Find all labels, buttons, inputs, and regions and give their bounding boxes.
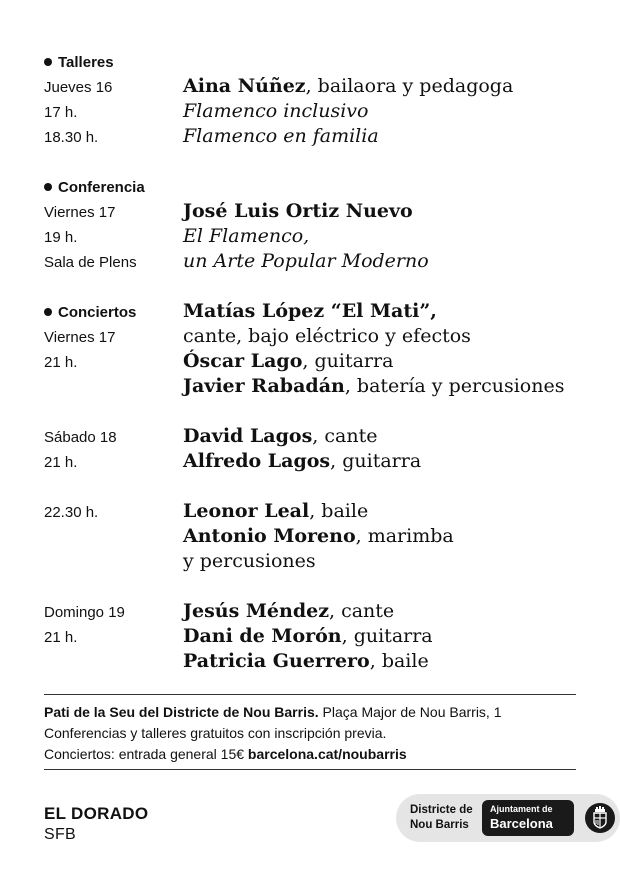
conciertos-day1-time: 21 h.: [44, 354, 78, 371]
conferencia-date: Viernes 17: [44, 204, 116, 221]
day2-artist-1: David Lagos: [183, 425, 313, 447]
day2-artist-4-role-2: y percusiones: [183, 550, 316, 572]
conciertos-day2b-right: [183, 499, 454, 574]
conciertos-day1-date: Viernes 17: [44, 329, 116, 346]
talleres-role: , bailaora y pedagoga: [305, 75, 514, 97]
day3-artist-3: Patricia Guerrero: [183, 650, 370, 672]
conciertos-day3-date: Domingo 19: [44, 604, 125, 621]
brand-sub: SFB: [44, 826, 77, 843]
district-label: [410, 803, 473, 833]
ajuntament-line-1: Ajuntament de: [490, 804, 553, 814]
conciertos-day2-right: [183, 424, 421, 474]
day1-artist-2: Óscar Lago: [183, 350, 303, 372]
day2-artist-3: Leonor Leal: [183, 500, 310, 522]
conciertos-day3-right: [183, 599, 433, 674]
day2-artist-3-role: , baile: [309, 500, 369, 522]
footer-line-3: Conciertos: entrada general 15€: [44, 746, 248, 762]
talleres-title-2: Flamenco en familia: [183, 125, 379, 147]
footer-line-2: Conferencias y talleres gratuitos con inscripción previa.: [44, 725, 387, 741]
day3-artist-3-role: , baile: [369, 650, 429, 672]
day1-artist-2-role: , guitarra: [302, 350, 394, 372]
talleres-left: [44, 50, 114, 150]
conciertos-day2-time-1: 21 h.: [44, 454, 78, 471]
talleres-date: Jueves 16: [44, 79, 113, 96]
conferencia-place: Sala de Plens: [44, 254, 137, 271]
barcelona-seal-icon: [584, 802, 616, 834]
day3-artist-2-role: , guitarra: [341, 625, 433, 647]
conferencia-time: 19 h.: [44, 229, 78, 246]
day2-artist-2-role: , guitarra: [330, 450, 422, 472]
day1-artist-1: Matías López “El Mati”,: [183, 300, 437, 322]
day3-artist-1: Jesús Méndez: [183, 600, 329, 622]
conferencia-title-1: El Flamenco,: [183, 225, 310, 247]
day1-artist-3-role: , batería y percusiones: [344, 375, 565, 397]
ajuntament-logo: [396, 794, 620, 842]
talleres-artist-line: [183, 74, 513, 99]
ajuntament-line-2: Barcelona: [490, 816, 553, 831]
day3-artist-1-role: , cante: [329, 600, 395, 622]
talleres-title-1: Flamenco inclusivo: [183, 100, 369, 122]
day2-artist-2: Alfredo Lagos: [183, 450, 331, 472]
brand-name: EL DORADO: [44, 804, 149, 823]
talleres-time-2: 18.30 h.: [44, 129, 99, 146]
day1-artist-1-role: cante, bajo eléctrico y efectos: [183, 325, 471, 347]
conciertos-day2b-left: [44, 500, 98, 525]
day2-artist-4-role: , marimba: [355, 525, 454, 547]
district-line-2: Nou Barris: [410, 819, 469, 831]
talleres-artist: Aina Núñez: [183, 75, 306, 97]
footer-address: Plaça Major de Nou Barris, 1: [318, 704, 502, 720]
conferencia-left: [44, 175, 145, 275]
day3-artist-2: Dani de Morón: [183, 625, 342, 647]
conciertos-heading: Conciertos: [44, 300, 136, 325]
footer-url[interactable]: barcelona.cat/noubarris: [247, 746, 407, 762]
conferencia-title-2: un Arte Popular Moderno: [183, 250, 429, 272]
day1-artist-3: Javier Rabadán: [183, 375, 345, 397]
conciertos-day2-date: Sábado 18: [44, 429, 117, 446]
footer-venue: Pati de la Seu del Districte de Nou Barris.: [44, 704, 319, 720]
day2-artist-1-role: , cante: [312, 425, 378, 447]
conciertos-day2-left: [44, 425, 117, 475]
conciertos-day2-time-2: 22.30 h.: [44, 504, 99, 521]
conciertos-day1-right: [183, 299, 564, 399]
conferencia-right: [183, 199, 429, 274]
day2-artist-4: Antonio Moreno: [183, 525, 356, 547]
conciertos-left: [44, 300, 136, 375]
brand: [44, 803, 148, 845]
footer-info: [44, 702, 502, 765]
conferencia-speaker: José Luis Ortiz Nuevo: [183, 200, 413, 222]
talleres-right: [183, 74, 513, 149]
divider-bottom: [44, 769, 576, 770]
talleres-heading: Talleres: [44, 50, 114, 75]
conferencia-heading: Conferencia: [44, 175, 145, 200]
conciertos-day3-time: 21 h.: [44, 629, 78, 646]
divider-top: [44, 694, 576, 695]
district-line-1: Districte de: [410, 804, 473, 816]
ajuntament-badge: [482, 800, 574, 836]
talleres-time-1: 17 h.: [44, 104, 78, 121]
conciertos-day3-left: [44, 600, 125, 650]
